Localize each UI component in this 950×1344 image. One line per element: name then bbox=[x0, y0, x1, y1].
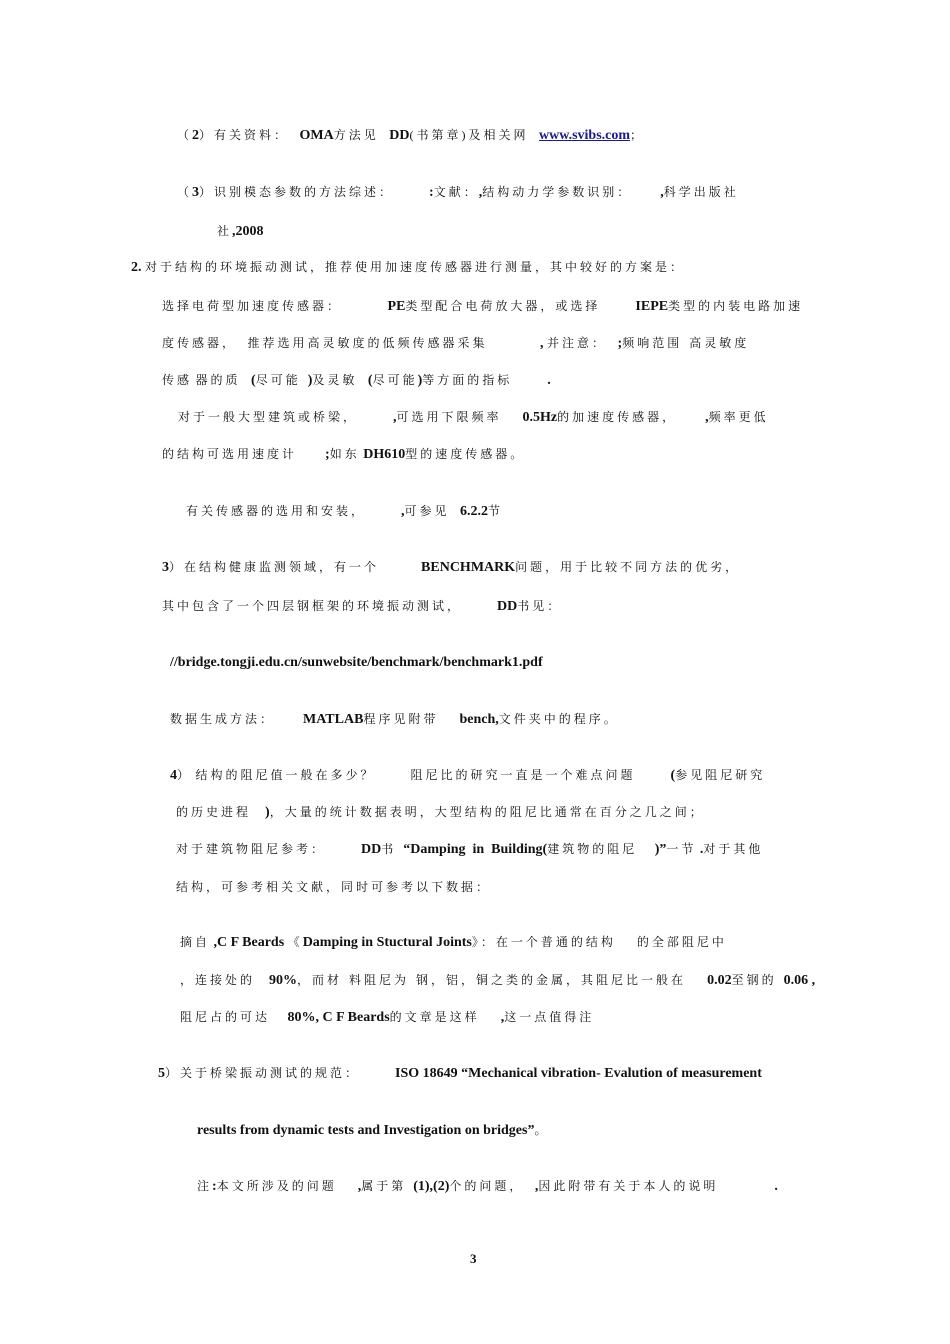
latin-text: , bbox=[534, 1179, 539, 1194]
latin-text: “Damping in Building( bbox=[403, 842, 548, 857]
latin-text: 0.06 , bbox=[783, 973, 816, 988]
cjk-text: 结构的阻尼值一般在多少？ bbox=[195, 768, 376, 782]
latin-text: , bbox=[478, 185, 483, 200]
spacer bbox=[777, 973, 784, 988]
cjk-text: 高灵敏度 bbox=[689, 336, 750, 350]
text-line-l12 bbox=[162, 597, 562, 616]
spacer bbox=[529, 128, 540, 143]
cjk-text: 科学出版社 bbox=[663, 185, 739, 199]
cjk-text: 型的速度传感器。 bbox=[405, 447, 526, 461]
cjk-text: 建筑物的阻尼 bbox=[547, 842, 638, 856]
spacer bbox=[342, 299, 388, 314]
cjk-text: 本文所涉及的问题 bbox=[216, 1179, 337, 1193]
cjk-text: 》：在一个普通的结构 bbox=[471, 935, 616, 949]
latin-text: 3 bbox=[192, 185, 200, 200]
text-line-l1 bbox=[177, 126, 645, 145]
latin-text: ) bbox=[417, 373, 423, 388]
spacer bbox=[450, 504, 461, 519]
spacer bbox=[607, 336, 618, 351]
cjk-text: 钢，铝，铜之类的金属，其阻尼比一般在 bbox=[416, 973, 687, 987]
spacer bbox=[358, 410, 393, 425]
latin-text: ( bbox=[367, 373, 373, 388]
cjk-text: 并注意： bbox=[547, 336, 608, 350]
cjk-text: 对于一般大型建筑或桥梁， bbox=[178, 410, 359, 424]
text-line-l7 bbox=[162, 371, 551, 390]
text-line-l13 bbox=[170, 654, 543, 672]
spacer bbox=[326, 842, 361, 857]
spacer bbox=[616, 935, 637, 950]
latin-text: results from dynamic tests and Investigation on bridges” bbox=[197, 1123, 535, 1138]
cjk-text: 节 bbox=[488, 504, 504, 518]
text-line-l8 bbox=[178, 408, 769, 427]
spacer bbox=[637, 842, 655, 857]
latin-text: OMA bbox=[299, 128, 334, 143]
latin-text: 6.2.2 bbox=[460, 504, 489, 519]
latin-text: 2. bbox=[131, 260, 145, 275]
latin-text: MATLAB bbox=[303, 712, 364, 727]
cjk-text: 的全部阻尼中 bbox=[636, 935, 727, 949]
latin-text: ; bbox=[325, 447, 330, 462]
spacer bbox=[636, 768, 671, 783]
spacer bbox=[241, 373, 252, 388]
cjk-text: 器的质 bbox=[195, 373, 241, 387]
cjk-text: 文献： bbox=[433, 185, 479, 199]
cjk-text: 注 bbox=[197, 1179, 213, 1193]
text-line-l6 bbox=[162, 334, 749, 353]
latin-text: 80%, C F Beards bbox=[287, 1010, 390, 1025]
cjk-text: 等方面的指标 bbox=[422, 373, 513, 387]
latin-text: , bbox=[500, 1010, 505, 1025]
text-line-l4 bbox=[131, 258, 685, 277]
web-link[interactable]: www.svibs.com bbox=[539, 128, 631, 143]
latin-text: ) bbox=[307, 373, 313, 388]
text-line-l3 bbox=[217, 222, 264, 241]
latin-text: 2 bbox=[192, 128, 200, 143]
text-line-l20 bbox=[180, 971, 815, 990]
cjk-text: ( bbox=[409, 128, 417, 142]
cjk-text: ； bbox=[630, 128, 646, 142]
latin-text: IEPE bbox=[635, 299, 669, 314]
spacer bbox=[632, 185, 660, 200]
cjk-text: 对于建筑物阻尼参考： bbox=[176, 842, 327, 856]
latin-text: ( bbox=[251, 373, 256, 388]
cjk-text: 频响范围 bbox=[622, 336, 683, 350]
cjk-text: 程序见附带 bbox=[363, 712, 439, 726]
latin-text: DD bbox=[389, 128, 410, 143]
cjk-text: 可参见 bbox=[404, 504, 450, 518]
cjk-text: 度传感器， bbox=[162, 336, 238, 350]
latin-text: ; bbox=[617, 336, 623, 351]
text-line-l18 bbox=[176, 878, 491, 897]
latin-text: ,C F Beards bbox=[213, 935, 285, 950]
cjk-text: 《 bbox=[287, 935, 303, 949]
cjk-text: 参见阻尼研究 bbox=[675, 768, 766, 782]
cjk-text: 对于其他 bbox=[703, 842, 764, 856]
spacer bbox=[376, 768, 411, 783]
cjk-text: 对于结构的环境振动测试，推荐使用加速度传感器进行测量，其中较好的方案是： bbox=[145, 260, 686, 274]
latin-text: DH610 bbox=[363, 447, 406, 462]
text-line-l23 bbox=[197, 1121, 549, 1140]
latin-text: , bbox=[393, 410, 397, 425]
cjk-text: 及相关网 bbox=[468, 128, 529, 142]
spacer bbox=[379, 560, 421, 575]
latin-text: bench, bbox=[459, 712, 499, 727]
spacer bbox=[357, 373, 368, 388]
cjk-text: 个的问题， bbox=[449, 1179, 525, 1193]
cjk-text: 尽可能 bbox=[255, 373, 301, 387]
spacer bbox=[366, 504, 401, 519]
spacer bbox=[677, 410, 705, 425]
latin-text: ,2008 bbox=[232, 224, 264, 239]
latin-text: . bbox=[547, 373, 551, 388]
cjk-text: 选择电荷型加速度传感器： bbox=[162, 299, 343, 313]
cjk-text: 的加速度传感器， bbox=[557, 410, 678, 424]
cjk-text: （ bbox=[177, 128, 193, 142]
latin-text: PE bbox=[387, 299, 406, 314]
text-line-l24 bbox=[197, 1177, 778, 1196]
cjk-text: 社 bbox=[217, 224, 233, 238]
cjk-text: 传感 bbox=[162, 373, 193, 387]
latin-text: 3 bbox=[162, 560, 169, 575]
text-line-l9 bbox=[162, 445, 525, 464]
cjk-text: ，连接处的 bbox=[180, 973, 256, 987]
cjk-text: 的历史进程 bbox=[176, 805, 252, 819]
cjk-text: 因此附带有关于本人的说明 bbox=[538, 1179, 719, 1193]
cjk-text: 可选用下限频率 bbox=[396, 410, 502, 424]
latin-text: //bridge.tongji.edu.cn/sunwebsite/benchmark/benchmark1.pdf bbox=[170, 655, 543, 670]
spacer bbox=[686, 973, 707, 988]
cjk-text: 推荐选用高灵敏度的低频传感器采集 bbox=[247, 336, 488, 350]
spacer bbox=[480, 1010, 501, 1025]
cjk-text: ） bbox=[169, 560, 185, 574]
spacer bbox=[301, 373, 308, 388]
latin-text: 5 bbox=[158, 1066, 165, 1081]
cjk-text: 频率更低 bbox=[708, 410, 769, 424]
spacer bbox=[524, 1179, 535, 1194]
cjk-text: 结构，可参考相关文献，同时可参考以下数据： bbox=[176, 880, 492, 894]
latin-text: ( bbox=[670, 768, 676, 783]
spacer bbox=[512, 373, 547, 388]
latin-text: DD bbox=[361, 842, 382, 857]
spacer bbox=[600, 299, 635, 314]
text-line-l11 bbox=[162, 558, 740, 577]
cjk-text: 摘自 bbox=[180, 935, 211, 949]
cjk-text: 结构动力学参数识别： bbox=[482, 185, 633, 199]
cjk-text: 的结构可选用速度计 bbox=[162, 447, 298, 461]
spacer bbox=[237, 336, 248, 351]
cjk-text: 阻尼占的可达 bbox=[180, 1010, 271, 1024]
cjk-text: 书见： bbox=[517, 599, 563, 613]
cjk-text: 其中包含了一个四层钢框架的环境振动测试， bbox=[162, 599, 463, 613]
spacer bbox=[360, 1066, 395, 1081]
latin-text: , bbox=[660, 185, 664, 200]
spacer bbox=[270, 1010, 288, 1025]
cjk-text: ）关于桥梁振动测试的规范： bbox=[165, 1066, 361, 1080]
cjk-text: 书第章 bbox=[416, 128, 462, 142]
spacer bbox=[462, 599, 497, 614]
latin-text: . bbox=[699, 842, 704, 857]
cjk-text: ） bbox=[177, 768, 193, 782]
latin-text: : bbox=[429, 185, 434, 200]
latin-text: . bbox=[774, 1179, 778, 1194]
text-line-l22 bbox=[158, 1064, 762, 1083]
spacer bbox=[379, 128, 390, 143]
text-line-l10 bbox=[186, 502, 503, 521]
text-line-l16 bbox=[176, 803, 705, 822]
cjk-text: 数据生成方法： bbox=[170, 712, 276, 726]
cjk-text: 书 bbox=[381, 842, 397, 856]
latin-text: ISO 18649 “Mechanical vibration- Evalution of measurement bbox=[395, 1066, 762, 1081]
cjk-text: 至钢的 bbox=[731, 973, 777, 987]
cjk-text: 方法见 bbox=[333, 128, 379, 142]
spacer bbox=[488, 336, 541, 351]
latin-text: , bbox=[357, 1179, 362, 1194]
cjk-text: （ bbox=[177, 185, 193, 199]
cjk-text: 问题，用于比较不同方法的优劣， bbox=[515, 560, 741, 574]
spacer bbox=[337, 1179, 358, 1194]
cjk-text: 阻尼比的研究一直是一个难点问题 bbox=[410, 768, 636, 782]
text-line-l21 bbox=[180, 1008, 594, 1027]
spacer bbox=[289, 128, 300, 143]
cjk-text: ，大量的统计数据表明，大型结构的阻尼比通常在百分之几之间； bbox=[269, 805, 705, 819]
latin-text: 90% bbox=[269, 973, 298, 988]
cjk-text: 的文章是这样 bbox=[389, 1010, 480, 1024]
spacer bbox=[502, 410, 523, 425]
cjk-text: 尽可能 bbox=[372, 373, 418, 387]
cjk-text: 。 bbox=[534, 1123, 550, 1137]
latin-text: 0.02 bbox=[707, 973, 732, 988]
cjk-text: 类型配合电荷放大器，或选择 bbox=[405, 299, 601, 313]
page-number: 3 bbox=[470, 1251, 477, 1266]
latin-text: ) bbox=[265, 805, 270, 820]
text-line-l15 bbox=[170, 766, 765, 785]
cjk-text: ）有关资料： bbox=[199, 128, 290, 142]
text-line-l17 bbox=[176, 840, 763, 859]
cjk-text: ，而材 bbox=[297, 973, 343, 987]
latin-text: BENCHMARK bbox=[421, 560, 516, 575]
cjk-text: 文件夹中的程序。 bbox=[498, 712, 619, 726]
cjk-text: 有关传感器的选用和安装， bbox=[186, 504, 367, 518]
cjk-text: ） bbox=[199, 185, 215, 199]
spacer bbox=[251, 805, 265, 820]
latin-text: Damping in Stuctural Joints bbox=[302, 935, 472, 950]
cjk-text: 及灵敏 bbox=[312, 373, 358, 387]
cjk-text: 属于第 bbox=[361, 1179, 407, 1193]
text-line-l19 bbox=[180, 933, 727, 952]
cjk-text: 一节 bbox=[666, 842, 697, 856]
latin-text: , bbox=[705, 410, 709, 425]
spacer bbox=[297, 447, 325, 462]
latin-text: 0.5Hz bbox=[522, 410, 558, 425]
cjk-text: 料阻尼为 bbox=[349, 973, 410, 987]
spacer bbox=[275, 712, 303, 727]
latin-text: (1),(2) bbox=[413, 1179, 450, 1194]
cjk-text: 在结构健康监测领域，有一个 bbox=[184, 560, 380, 574]
spacer bbox=[438, 712, 459, 727]
latin-text: , bbox=[540, 336, 548, 351]
text-line-l2 bbox=[177, 183, 739, 202]
cjk-text: 识别模态参数的方法综述： bbox=[214, 185, 395, 199]
latin-text: )” bbox=[654, 842, 667, 857]
cjk-text: 如东 bbox=[329, 447, 360, 461]
spacer bbox=[394, 185, 429, 200]
spacer bbox=[342, 973, 349, 988]
spacer bbox=[718, 1179, 774, 1194]
text-line-l5 bbox=[162, 297, 803, 316]
text-line-l14 bbox=[170, 710, 619, 729]
latin-text: DD bbox=[497, 599, 518, 614]
cjk-text: ) bbox=[461, 128, 469, 142]
spacer bbox=[255, 973, 269, 988]
spacer bbox=[409, 973, 416, 988]
latin-text: : bbox=[212, 1179, 217, 1194]
latin-text: 4 bbox=[170, 768, 177, 783]
cjk-text: 这一点值得注 bbox=[504, 1010, 595, 1024]
cjk-text: 类型的内装电路加速 bbox=[668, 299, 804, 313]
latin-text: , bbox=[401, 504, 405, 519]
